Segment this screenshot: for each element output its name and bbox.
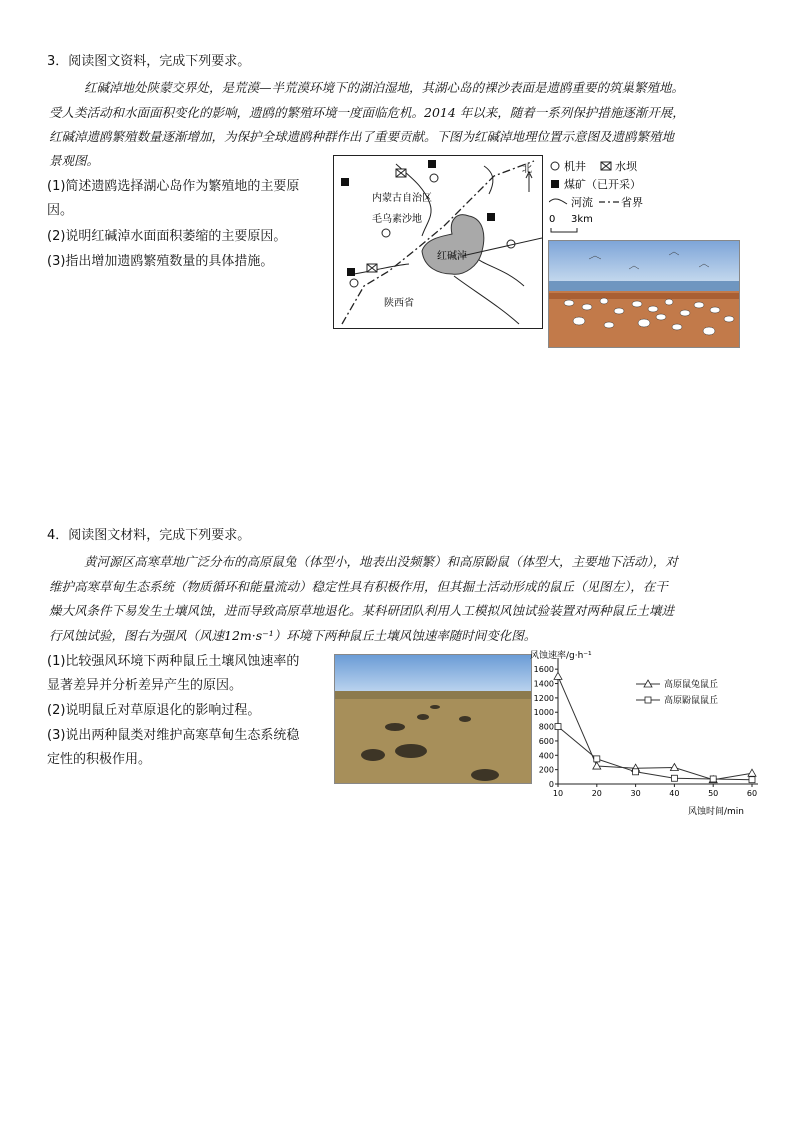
well-icon <box>430 174 438 182</box>
well-icon <box>551 162 559 170</box>
north-label: 北 <box>522 164 532 175</box>
chart-svg <box>530 648 778 818</box>
legend-label: 高原鼠兔鼠丘 <box>664 680 719 690</box>
q4-para-line: 燥大风条件下易发生土壤风蚀，进而导致高原草地退化。某科研团队利用人工模拟风蚀试验装置对两种鼠丘土壤进 <box>49 603 675 618</box>
legend-river: 河流 <box>571 196 593 209</box>
x-tick-label: 20 <box>591 789 602 798</box>
label-hongjiannao: 红碱淖 <box>437 251 467 262</box>
q3-question-3: (3)指出增加遗鸥繁殖数量的具体措施。 <box>47 254 274 269</box>
data-point-triangle <box>748 769 756 776</box>
lake-shape <box>422 215 484 275</box>
q3-question-1: (1)简述遗鸥选择湖心岛作为繁殖地的主要原 <box>47 179 300 194</box>
river-line <box>354 264 409 274</box>
label-shaanxi: 陕西省 <box>384 298 414 309</box>
q4-question-1-cont: 显著差异并分析差异产生的原因。 <box>47 678 243 693</box>
data-point-triangle <box>554 672 562 679</box>
data-point-square <box>671 775 677 781</box>
series-line <box>558 676 752 779</box>
x-tick-label: 40 <box>669 789 680 798</box>
legend-dam: 水坝 <box>615 160 637 173</box>
q3-heading: 3．阅读图文资料，完成下列要求。 <box>47 54 251 69</box>
scale-bar-icon <box>551 228 577 232</box>
wind-erosion-chart <box>530 648 778 818</box>
q3-para-line: 景观图。 <box>49 153 100 168</box>
well-icon <box>350 279 358 287</box>
data-point-triangle <box>593 762 601 769</box>
q4-para-line: 行风蚀试验，图右为强风（风速12m·s⁻¹）环境下两种鼠丘土壤风蚀速率随时间变化图。 <box>49 628 537 643</box>
y-tick-label: 800 <box>538 722 554 732</box>
data-point-square <box>555 724 561 730</box>
scale-zero: 0 <box>549 214 556 225</box>
data-point-square <box>749 777 755 783</box>
x-tick-label: 30 <box>630 789 641 798</box>
q3-para-line: 红碱淖遗鸥繁殖数量逐渐增加，为保护全球遗鸥种群作出了重要贡献。下图为红碱淖地理位置示意图及遗鸥繁殖地 <box>49 129 675 144</box>
series-line <box>558 727 752 780</box>
x-tick-label: 50 <box>708 789 719 798</box>
dam-icon <box>601 162 611 170</box>
y-tick-label: 1400 <box>533 679 554 689</box>
legend-border: 省界 <box>621 196 643 209</box>
coal-mine-icon <box>428 160 436 168</box>
q3-para-line: 受人类活动和水面面积变化的影响，遗鸥的繁殖环境一度面临危机。2014 年以来，随着一系列保护措施逐渐开展， <box>49 105 685 120</box>
river-line <box>484 166 493 194</box>
y-tick-label: 1600 <box>533 665 554 675</box>
coal-mine-icon <box>347 268 355 276</box>
river-line <box>474 256 524 286</box>
scale-km: 3km <box>571 214 593 225</box>
coal-mine-icon <box>551 180 559 188</box>
q4-para-line: 维护高寒草甸生态系统（物质循环和能量流动）稳定性具有积极作用，但其掘土活动形成的鼠丘（见图左），在干 <box>49 579 668 594</box>
q4-question-2: (2)说明鼠丘对草原退化的影响过程。 <box>47 703 261 718</box>
legend-label: 高原鼢鼠鼠丘 <box>664 696 719 706</box>
legend-well: 机井 <box>564 160 586 173</box>
q3-question-2: (2)说明红碱淖水面面积萎缩的主要原因。 <box>47 229 287 244</box>
data-point-triangle <box>670 763 678 770</box>
north-arrow-icon <box>526 172 532 192</box>
legend-mine: 煤矿（已开采） <box>564 178 641 191</box>
y-tick-label: 200 <box>538 765 554 775</box>
location-map <box>333 155 543 329</box>
label-inner-mongolia: 内蒙古自治区 <box>372 193 432 204</box>
label-mu-us-desert: 毛乌素沙地 <box>372 214 422 225</box>
data-point-square <box>594 756 600 762</box>
q4-heading: 4．阅读图文材料，完成下列要求。 <box>47 528 251 543</box>
grassland-drawing <box>335 655 531 783</box>
data-point-square <box>633 769 639 775</box>
rodent-mound-photo <box>334 654 532 784</box>
y-tick-label: 1200 <box>533 693 554 703</box>
dam-icon <box>367 264 377 272</box>
q3-question-1-cont: 因。 <box>47 203 74 218</box>
coal-mine-icon <box>341 178 349 186</box>
q3-para-line: 红碱淖地处陕蒙交界处，是荒漠—半荒漠环境下的湖泊湿地，其湖心岛的裸沙表面是遗鸥重要的筑巢繁殖地。 <box>84 80 685 95</box>
river-line <box>454 276 519 324</box>
coal-mine-icon <box>487 213 495 221</box>
x-tick-label: 10 <box>552 789 564 798</box>
q4-question-3-cont: 定性的积极作用。 <box>47 752 152 767</box>
dam-icon <box>396 169 406 177</box>
legend-symbols <box>549 158 739 238</box>
y-tick-label: 600 <box>538 736 554 746</box>
x-tick-label: 60 <box>746 789 758 798</box>
chart-ylabel: 风蚀速率/g·h⁻¹ <box>530 651 592 661</box>
map-legend <box>549 158 739 238</box>
data-point-square <box>710 776 716 782</box>
y-tick-label: 0 <box>548 780 554 789</box>
map-drawing <box>334 156 542 328</box>
chart-xlabel: 风蚀时间/min <box>688 807 745 817</box>
gull-photo-drawing <box>549 241 739 347</box>
well-icon <box>382 229 390 237</box>
y-tick-label: 400 <box>538 751 554 761</box>
legend-marker-square <box>645 697 651 703</box>
gull-breeding-photo <box>548 240 740 348</box>
y-tick-label: 1000 <box>533 708 554 718</box>
q4-question-3: (3)说出两种鼠类对维护高寒草甸生态系统稳 <box>47 728 300 743</box>
q4-question-1: (1)比较强风环境下两种鼠丘土壤风蚀速率的 <box>47 654 300 669</box>
q4-para-line: 黄河源区高寒草地广泛分布的高原鼠兔（体型小，地表出没频繁）和高原鼢鼠（体型大，主要地下活动），对 <box>84 554 678 569</box>
river-icon <box>549 199 567 204</box>
